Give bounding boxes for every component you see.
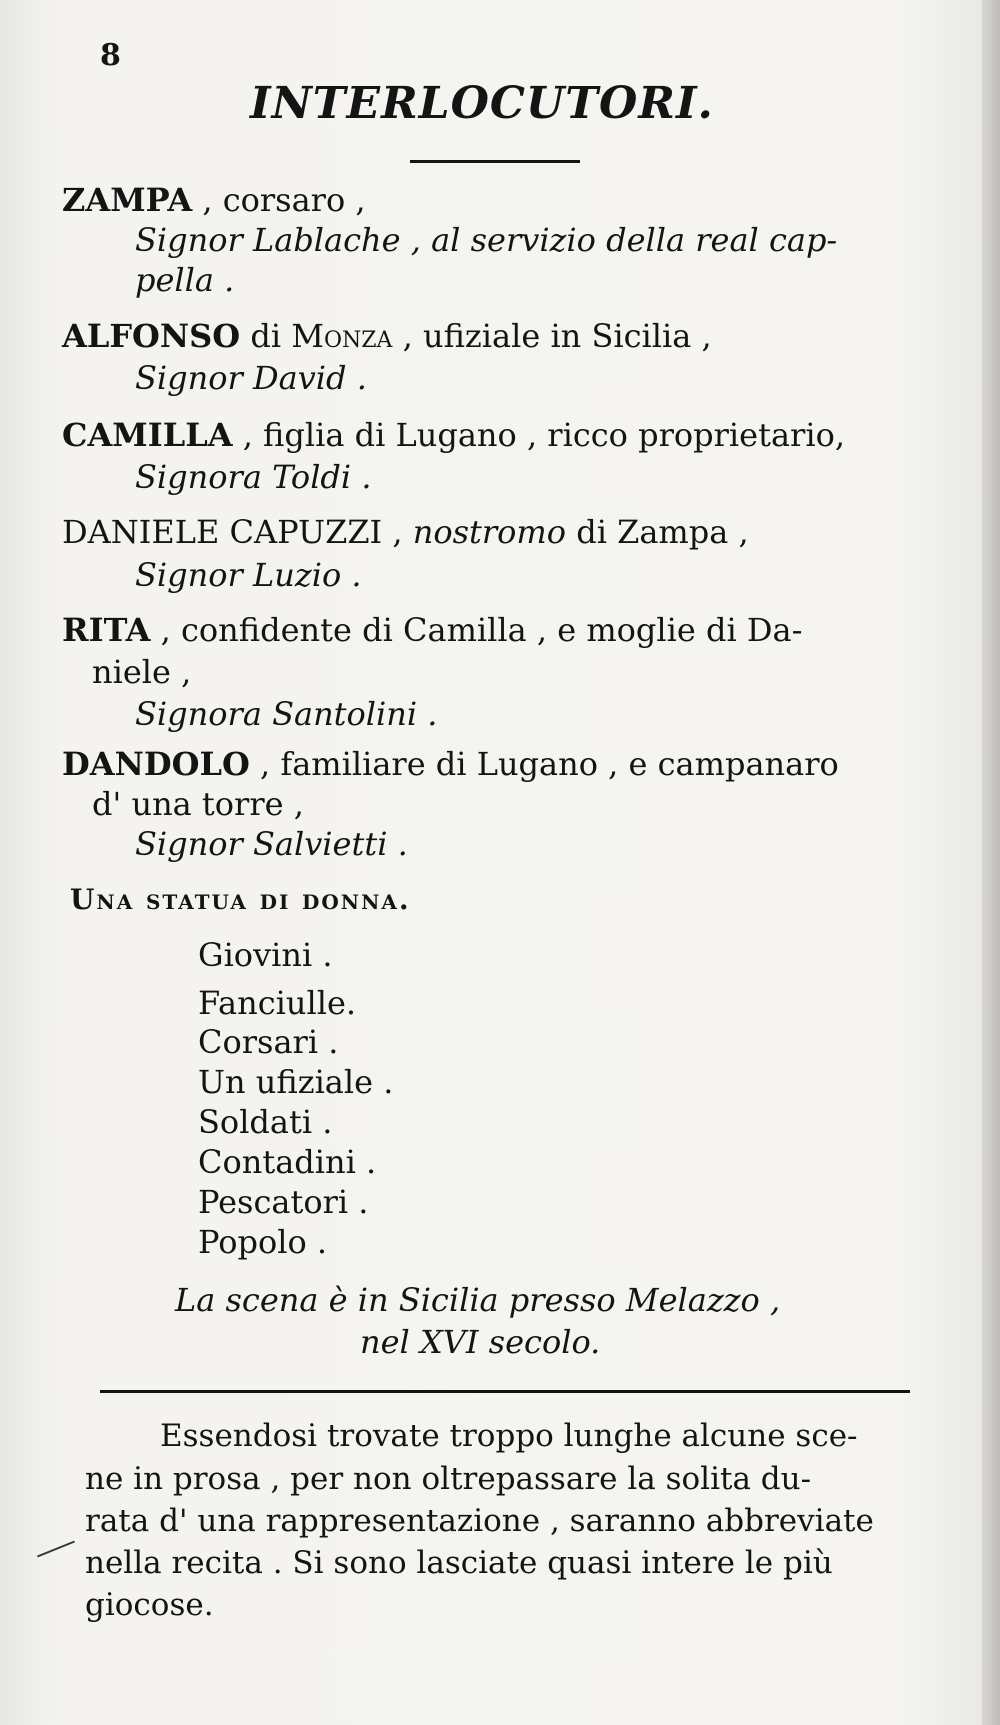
separator: , [382, 513, 413, 551]
page-title: INTERLOCUTORI. [250, 78, 714, 129]
character-rita-cont: niele , [92, 653, 192, 691]
note-line: giocose. [85, 1587, 214, 1623]
page-edge [982, 0, 1000, 1725]
character-description: , familiare di Lugano , e campanaro [249, 745, 839, 783]
singer-name: Signor Lablache [135, 221, 401, 259]
extra-item: Un ufiziale . [198, 1063, 394, 1101]
note-line: ne in prosa , per non oltrepassare la solita du- [85, 1461, 812, 1497]
character-name: CAMILLA [62, 416, 233, 454]
extra-item: Pescatori . [198, 1183, 369, 1221]
statua-line: Una statua di donna. [70, 883, 411, 916]
character-description: , figlia di Lugano , ricco proprietario, [232, 416, 845, 454]
character-description: di Zampa , [566, 513, 749, 551]
title-rule [410, 160, 580, 163]
pen-mark [37, 1541, 75, 1558]
extra-item: Contadini . [198, 1143, 377, 1181]
character-description-italic: nostromo [412, 513, 567, 551]
name-smallcaps: Monza [291, 317, 393, 355]
singer-extra: , al servizio della real cap- [400, 221, 838, 259]
character-dandolo [62, 744, 839, 784]
character-description: corsaro , [222, 181, 366, 219]
scene-line-2: nel XVI secolo. [360, 1323, 601, 1361]
character-dandolo-cont: d' una torre , [92, 785, 304, 823]
character-name: ALFONSO [62, 317, 241, 355]
scene-line-1: La scena è in Sicilia presso Melazzo , [175, 1281, 781, 1319]
note-line: nella recita . Si sono lasciate quasi intere le più [85, 1545, 833, 1581]
note-line: rata d' una rappresentazione , saranno abbreviate [85, 1503, 874, 1539]
singer-alfonso: Signor David . [135, 359, 367, 397]
character-alfonso [62, 316, 712, 356]
singer-camilla: Signora Toldi . [135, 458, 372, 496]
singer-zampa [135, 220, 837, 260]
extra-item: Popolo . [198, 1223, 328, 1261]
character-description: , confidente di Camilla , e moglie di Da- [150, 611, 803, 649]
character-rita [62, 610, 802, 650]
character-name: DANDOLO [62, 745, 250, 783]
separator-rule [100, 1390, 910, 1393]
character-camilla [62, 415, 845, 455]
singer-dandolo: Signor Salvietti . [135, 825, 408, 863]
extra-item: Giovini . [198, 936, 333, 974]
character-name: ZAMPA [62, 181, 193, 219]
note-line: Essendosi trovate troppo lunghe alcune sce- [160, 1418, 858, 1454]
name-rest: di [240, 317, 292, 355]
character-daniele [62, 512, 749, 552]
page-number: 8 [100, 38, 121, 73]
character-name: DANIELE CAPUZZI [62, 513, 383, 551]
singer-zampa-cont: pella . [135, 261, 235, 299]
extra-item: Corsari . [198, 1023, 339, 1061]
singer-daniele: Signor Luzio . [135, 556, 362, 594]
extra-item: Soldati . [198, 1103, 333, 1141]
character-zampa [62, 180, 366, 220]
extra-item: Fanciulle. [198, 984, 357, 1022]
singer-rita: Signora Santolini . [135, 695, 438, 733]
separator: , [192, 181, 223, 219]
character-description: , ufiziale in Sicilia , [392, 317, 712, 355]
character-name: RITA [62, 611, 151, 649]
